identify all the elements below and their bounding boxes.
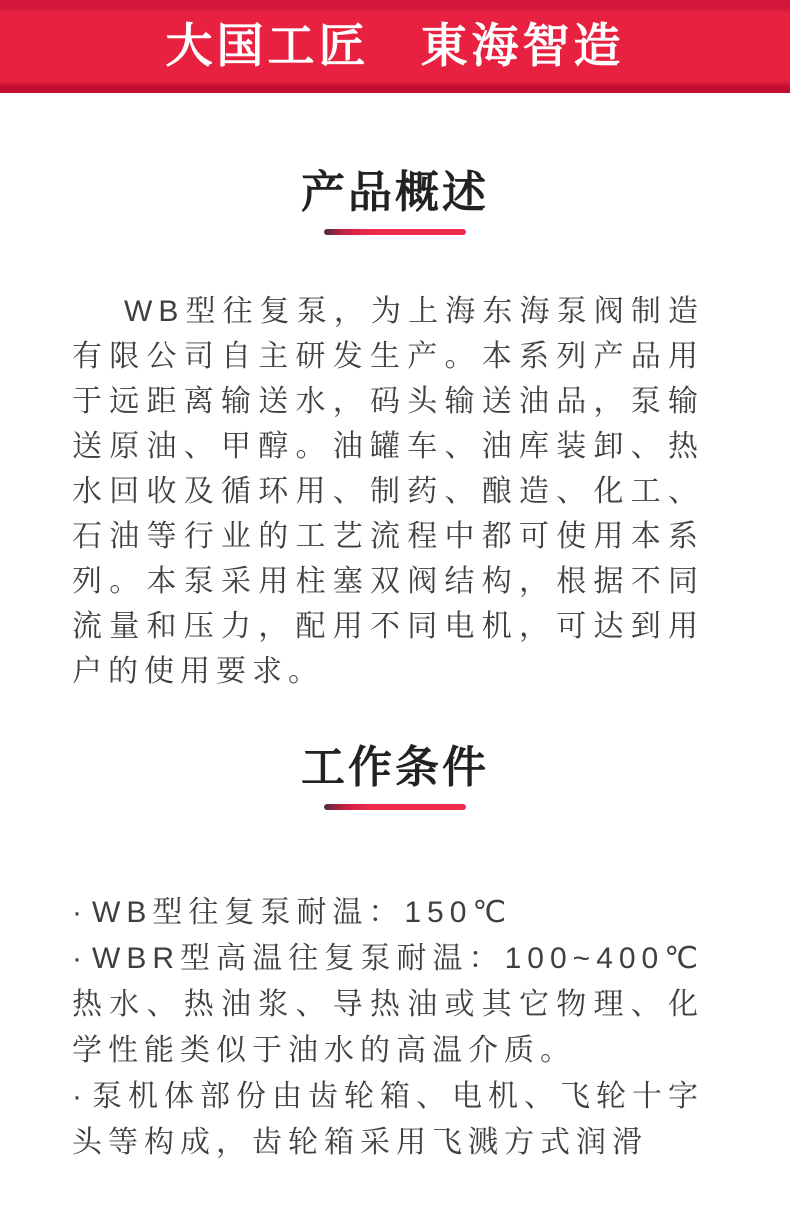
section-product-overview xyxy=(0,167,790,694)
bullet-marker: · xyxy=(72,896,88,929)
bullet-text: 泵机体部份由齿轮箱、电机、飞轮十字头等构成，齿轮箱采用飞溅方式润滑 xyxy=(72,1080,704,1159)
bullet-text: WBR型高温往复泵耐温：100~400℃热水、热油浆、导热油或其它物理、化学性能类似于油水的高温介质。 xyxy=(72,942,704,1067)
overview-paragraph: WB型往复泵，为上海东海泵阀制造有限公司自主研发生产。本系列产品用于远距离输送水，码头输送油品，泵输送原油、甲醇。油罐车、油库装卸、热水回收及循环用、制药、酿造、化工、石油等行业的工艺流程中都可使用本系列。本泵采用柱塞双阀结构，根据不同流量和压力，配用不同电机，可达到用户的使用要求。 xyxy=(72,295,704,688)
bullet-item xyxy=(72,890,704,936)
section-title-working-conditions: 工作条件 xyxy=(301,743,489,792)
section-title-block xyxy=(0,742,790,810)
section-title-product-overview: 产品概述 xyxy=(301,168,489,217)
bullet-text: WB型往复泵耐温：150℃ xyxy=(92,896,513,929)
bullet-marker: · xyxy=(72,1080,88,1113)
bullet-item xyxy=(72,1074,704,1166)
section-working-conditions xyxy=(0,742,790,1166)
title-underline xyxy=(324,804,466,810)
banner-title: 大国工匠 東海智造 xyxy=(165,19,625,72)
bullet-marker: · xyxy=(72,942,88,975)
section-title-block xyxy=(0,167,790,235)
title-underline xyxy=(324,229,466,235)
top-banner xyxy=(0,0,790,93)
conditions-bullet-list xyxy=(0,890,790,1166)
bullet-item xyxy=(72,936,704,1074)
